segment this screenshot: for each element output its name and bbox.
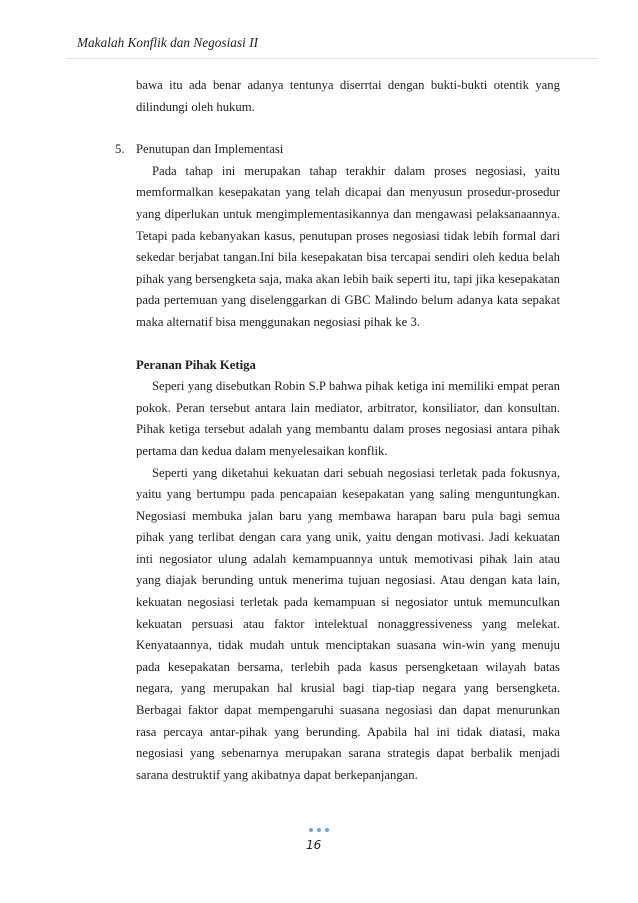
dot [325, 828, 329, 832]
peranan-paragraph-1: Seperi yang disebutkan Robin S.P bahwa pihak ketiga ini memiliki empat peran pokok. Peran tersebut antara lain mediator, arbitrator, konsiliator, dan konsultan. Pihak ketiga tersebut adalah yang membantu dalam proses negosiasi antara pihak pertama dan kedua dalam menyelesaikan konflik. [136, 379, 560, 458]
spacer [136, 334, 560, 355]
peranan-paragraph-2: Seperti yang diketahui kekuatan dari sebuah negosiasi terletak pada fokusnya, yaitu yang bertumpu pada pencapaian kesepakatan yang saling menguntungkan. Negosiasi membuka jalan baru yang membawa harapan baru pula bagi semua pihak yang terlibat dengan cara yang unik, yaitu dengan motivasi. Jadi kekuatan inti negosiator ulung adalah kemampuannya untuk memotivasi pihak lain atau yang diajak berunding untuk menerima tujuan negosiasi. Atau dengan kata lain, kekuatan negosiasi terletak pada kemampuan si negosiator untuk memunculkan kekuatan persuasi atau faktor intelektual nonaggressiveness yang melekat. Kenyataannya, tidak mudah untuk menciptakan suasana win-win yang menuju pada kesepakatan bersama, terlebih pada kasus persengketaan wilayah batas negara, yang merupakan hal krusial bagi tiap-tiap negara yang bersengketa. Berbagai faktor dapat mempengaruhi suasana negosiasi dan dapat menurunkan rasa percaya antar-pihak yang berunding. Apabila hal ini tidak diatasi, maka negosiasi yang sebenarnya merupakan sarana strategis dapat berbalik menjadi sarana destruktif yang akibatnya dapat berkepanjangan. [136, 465, 560, 782]
spacer [136, 118, 560, 139]
page-number: 16 [306, 838, 322, 852]
section-title: Penutupan dan Implementasi [136, 142, 284, 157]
section-number: 5. [115, 142, 125, 157]
continuation-paragraph: bawa itu ada benar adanya tentunya diserrtai dengan bukti-bukti otentik yang dilindungi oleh hukum. [136, 78, 560, 114]
section-5-paragraph: Pada tahap ini merupakan tahap terakhir dalam proses negosiasi, yaitu memformalkan kesepakatan yang telah dicapai dan menyusun prosedur-prosedur yang diperlukan untuk mengimplementasikannya dan mengawasi pelaksanaannya. Tetapi pada kebanyakan kasus, penutupan proses negosiasi tidak lebih formal dari sekedar berjabat tangan.Ini bila kesepakatan bisa tercapai sendiri oleh kedua belah pihak yang bersengketa saja, maka akan lebih baik seperti itu, tapi jika kesepakatan pada pertemuan yang diselenggarkan di GBC Malindo belum adanya kata sepakat maka alternatif bisa menggunakan negosiasi pihak ke 3. [136, 163, 560, 329]
page-body [115, 75, 560, 786]
section-5 [115, 139, 560, 161]
header-divider [66, 58, 598, 59]
section-heading: Peranan Pihak Ketiga [136, 357, 256, 372]
dot [309, 828, 313, 832]
dot [317, 828, 321, 832]
running-header: Makalah Konflik dan Negosiasi II [77, 35, 259, 50]
footer-dots-decoration [309, 828, 329, 832]
